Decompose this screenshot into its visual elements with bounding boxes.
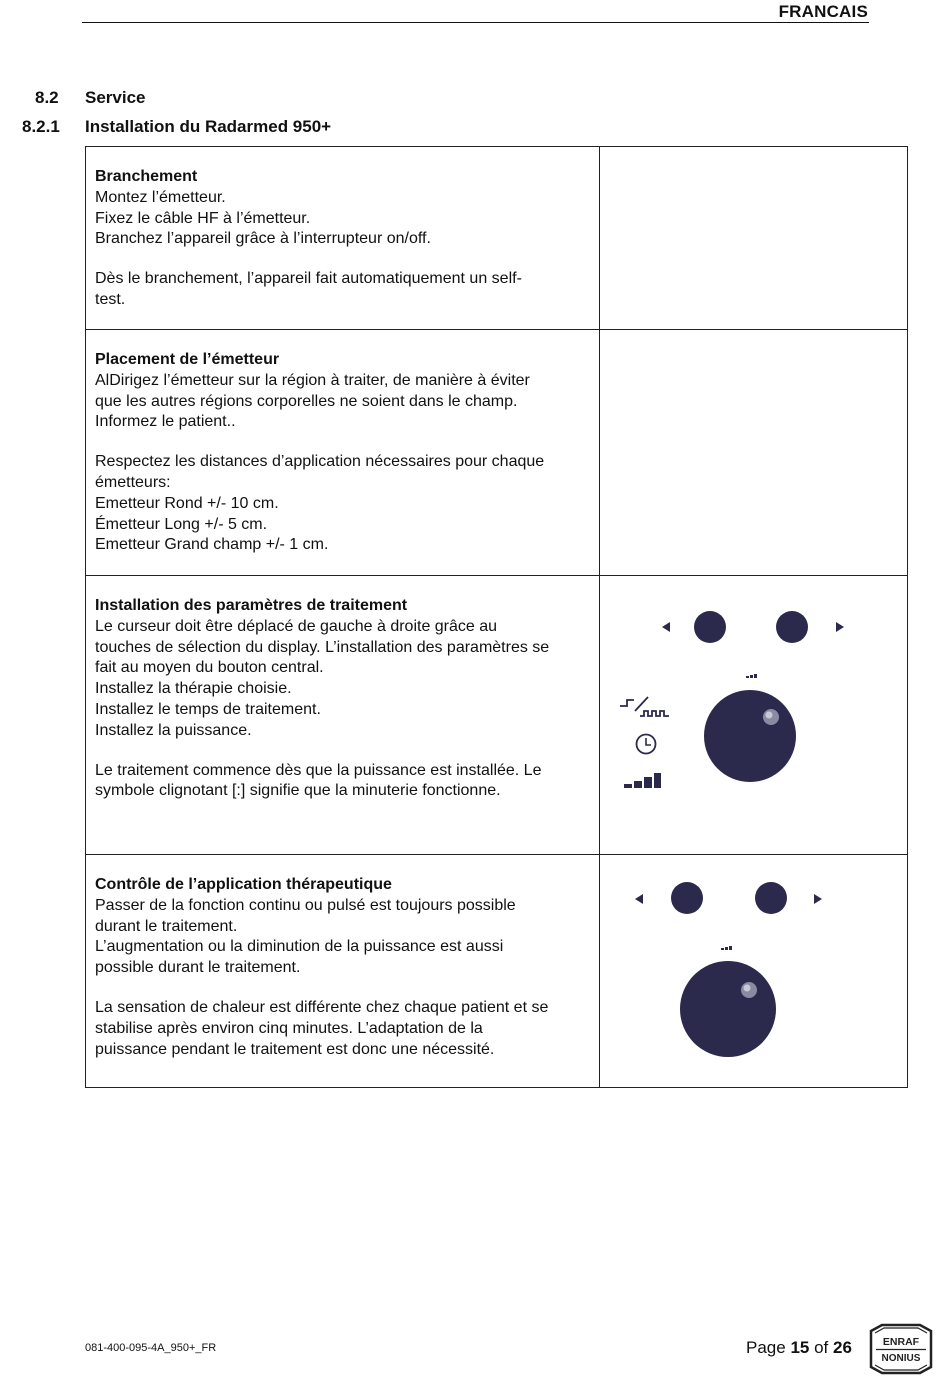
text-line: Émetteur Long +/- 5 cm.	[95, 515, 268, 533]
text-line: Fixez le câble HF à l’émetteur.	[95, 209, 311, 227]
table-row	[86, 330, 908, 576]
select-left-button	[694, 611, 726, 643]
enraf-nonius-logo	[868, 1323, 934, 1375]
instruction-cell	[86, 576, 600, 855]
section-number: 8.2.1	[22, 117, 60, 136]
text-line: Respectez les distances d’application nécessaires pour chaque	[95, 453, 545, 471]
rotary-knob	[680, 961, 776, 1057]
power-bars-icon	[624, 773, 661, 788]
section-title: Service	[85, 88, 146, 107]
text-line: La sensation de chaleur est différente chez chaque patient et se	[95, 998, 549, 1016]
page-prefix: Page	[746, 1338, 786, 1357]
header-language: FRANCAIS	[778, 2, 868, 21]
text-line: touches de sélection du display. L’installation des paramètres se	[95, 638, 550, 656]
logo-text-bottom: NONIUS	[881, 1353, 921, 1364]
text-line: AlDirigez l’émetteur sur la région à traiter, de manière à éviter	[95, 371, 530, 389]
text-line: Passer de la fonction continu ou pulsé est toujours possible	[95, 896, 516, 914]
installation-table	[85, 146, 908, 1088]
text-line: Dès le branchement, l’appareil fait automatiquement un self-	[95, 270, 522, 288]
instruction-cell	[86, 147, 600, 330]
text-line: puissance pendant le traitement est donc une nécessité.	[95, 1040, 495, 1058]
cell-title: Placement de l’émetteur	[95, 351, 280, 368]
text-line: possible durant le traitement.	[95, 959, 301, 977]
cell-title: Contrôle de l’application thérapeutique	[95, 876, 392, 893]
select-left-button	[671, 882, 703, 914]
header-rule	[82, 22, 869, 23]
table-row	[86, 147, 908, 330]
document-code: 081-400-095-4A_950+_FR	[85, 1342, 217, 1354]
text-line: Emetteur Grand champ +/- 1 cm.	[95, 536, 329, 554]
text-line: émetteurs:	[95, 473, 171, 491]
rotary-knob	[704, 690, 796, 782]
text-line: fait au moyen du bouton central.	[95, 659, 324, 677]
illustration-cell	[600, 147, 908, 330]
pulse-mode-icon	[620, 697, 669, 716]
text-line: Informez le patient..	[95, 413, 236, 431]
select-right-button	[776, 611, 808, 643]
cell-title: Branchement	[95, 168, 198, 185]
select-right-button	[755, 882, 787, 914]
arrow-left-icon	[662, 622, 670, 632]
control-panel-diagram	[600, 855, 906, 1088]
cell-title: Installation des paramètres de traitement	[95, 597, 408, 614]
text-line: symbole clignotant [:] signifie que la minuterie fonctionne.	[95, 782, 501, 800]
text-line: Montez l’émetteur.	[95, 188, 226, 206]
arrow-right-icon	[814, 894, 822, 904]
table-row	[86, 855, 908, 1088]
illustration-cell	[600, 330, 908, 576]
logo-text-top: ENRAF	[882, 1336, 920, 1348]
page-current: 15	[790, 1338, 810, 1357]
text-line: Branchez l’appareil grâce à l’interrupteur on/off.	[95, 230, 431, 248]
text-line: durant le traitement.	[95, 917, 238, 935]
page-of: of	[814, 1338, 829, 1357]
text-line: Emetteur Rond +/- 10 cm.	[95, 494, 279, 512]
page-total: 26	[833, 1338, 852, 1357]
text-line: Installez la puissance.	[95, 721, 252, 739]
table-row	[86, 576, 908, 855]
illustration-cell	[600, 576, 908, 855]
text-line: Installez le temps de traitement.	[95, 700, 321, 718]
text-line: que les autres régions corporelles ne soient dans le champ.	[95, 392, 518, 410]
arrow-right-icon	[836, 622, 844, 632]
text-line: L’augmentation ou la diminution de la puissance est aussi	[95, 938, 504, 956]
text-line: Le curseur doit être déplacé de gauche à droite grâce au	[95, 617, 498, 635]
section-number: 8.2	[35, 88, 59, 107]
illustration-cell	[600, 855, 908, 1088]
timer-icon	[637, 735, 656, 754]
arrow-left-icon	[635, 894, 643, 904]
control-panel-diagram	[600, 576, 906, 855]
text-line: Installez la thérapie choisie.	[95, 680, 292, 698]
instruction-cell	[86, 855, 600, 1088]
text-line: stabilise après environ cinq minutes. L’adaptation de la	[95, 1019, 483, 1037]
power-level-icon	[721, 946, 732, 950]
section-title: Installation du Radarmed 950+	[85, 117, 332, 136]
instruction-cell	[86, 330, 600, 576]
text-line: test.	[95, 290, 126, 308]
text-line: Le traitement commence dès que la puissance est installée. Le	[95, 761, 542, 779]
power-level-icon	[746, 674, 757, 678]
page-number	[746, 1338, 852, 1358]
